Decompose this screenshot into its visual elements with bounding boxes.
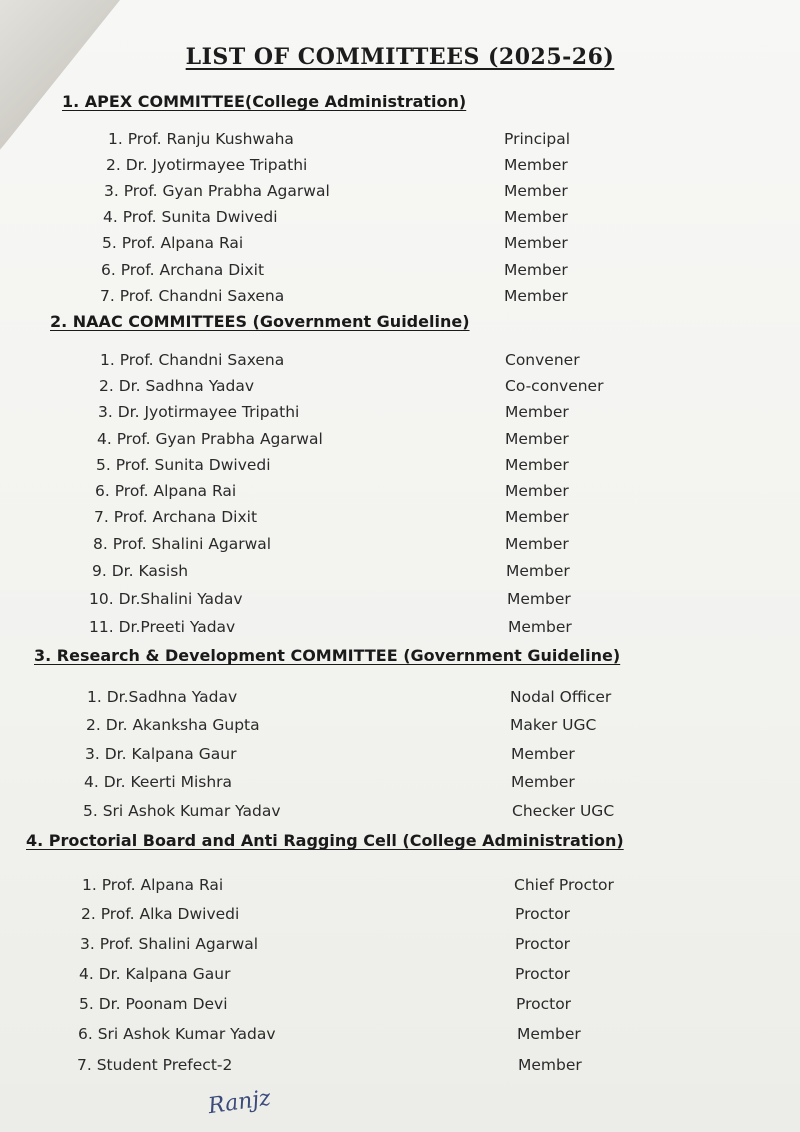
member-name: 1. Prof. Alpana Rai bbox=[82, 876, 224, 894]
member-name: 1. Dr.Sadhna Yadav bbox=[87, 688, 238, 706]
member-role: Member bbox=[505, 403, 569, 421]
member-name: 10. Dr.Shalini Yadav bbox=[89, 590, 243, 608]
member-role: Member bbox=[511, 773, 575, 791]
member-role: Member bbox=[517, 1025, 581, 1043]
member-name: 7. Prof. Archana Dixit bbox=[94, 508, 258, 526]
member-name: 5. Prof. Sunita Dwivedi bbox=[96, 456, 271, 474]
member-role: Maker UGC bbox=[510, 716, 597, 734]
member-name: 4. Prof. Sunita Dwivedi bbox=[103, 208, 278, 226]
member-role: Member bbox=[504, 261, 568, 279]
member-role: Member bbox=[504, 156, 568, 174]
page-fold-corner bbox=[0, 0, 120, 150]
member-role: Member bbox=[506, 562, 570, 580]
member-role: Member bbox=[518, 1056, 582, 1074]
member-role: Proctor bbox=[515, 965, 571, 983]
member-role: Member bbox=[511, 745, 575, 763]
member-name: 9. Dr. Kasish bbox=[92, 562, 189, 580]
member-role: Principal bbox=[504, 130, 571, 148]
section-heading-apex: 1. APEX COMMITTEE(College Administration) bbox=[62, 92, 467, 111]
member-name: 3. Dr. Jyotirmayee Tripathi bbox=[98, 403, 300, 421]
member-role: Member bbox=[508, 618, 572, 636]
member-role: Member bbox=[504, 287, 568, 305]
member-role: Convener bbox=[505, 351, 580, 369]
member-role: Member bbox=[505, 508, 569, 526]
section-heading-proctorial: 4. Proctorial Board and Anti Ragging Cell (College Administration) bbox=[26, 831, 624, 850]
member-name: 4. Prof. Gyan Prabha Agarwal bbox=[97, 430, 323, 448]
member-name: 2. Dr. Jyotirmayee Tripathi bbox=[106, 156, 308, 174]
member-name: 3. Dr. Kalpana Gaur bbox=[85, 745, 237, 763]
member-role: Member bbox=[505, 535, 569, 553]
member-role: Chief Proctor bbox=[514, 876, 614, 894]
member-name: 7. Student Prefect-2 bbox=[77, 1056, 233, 1074]
member-name: 3. Prof. Gyan Prabha Agarwal bbox=[104, 182, 330, 200]
member-role: Member bbox=[504, 208, 568, 226]
member-name: 1. Prof. Chandni Saxena bbox=[100, 351, 285, 369]
section-heading-research: 3. Research & Development COMMITTEE (Government Guideline) bbox=[34, 646, 621, 665]
member-role: Proctor bbox=[515, 905, 571, 923]
member-name: 4. Dr. Keerti Mishra bbox=[84, 773, 233, 791]
member-name: 4. Dr. Kalpana Gaur bbox=[79, 965, 231, 983]
member-name: 7. Prof. Chandni Saxena bbox=[100, 287, 285, 305]
member-name: 6. Prof. Archana Dixit bbox=[101, 261, 265, 279]
document-title: LIST OF COMMITTEES (2025-26) bbox=[185, 44, 615, 70]
member-role: Member bbox=[505, 482, 569, 500]
member-name: 2. Dr. Sadhna Yadav bbox=[99, 377, 255, 395]
member-role: Nodal Officer bbox=[510, 688, 612, 706]
member-name: 11. Dr.Preeti Yadav bbox=[89, 618, 236, 636]
member-role: Member bbox=[505, 430, 569, 448]
member-name: 5. Prof. Alpana Rai bbox=[102, 234, 244, 252]
member-name: 8. Prof. Shalini Agarwal bbox=[93, 535, 272, 553]
member-name: 6. Sri Ashok Kumar Yadav bbox=[78, 1025, 276, 1043]
member-name: 2. Prof. Alka Dwivedi bbox=[81, 905, 240, 923]
member-name: 1. Prof. Ranju Kushwaha bbox=[108, 130, 294, 148]
section-heading-naac: 2. NAAC COMMITTEES (Government Guideline) bbox=[50, 312, 470, 331]
member-role: Co-convener bbox=[505, 377, 604, 395]
member-role: Member bbox=[505, 456, 569, 474]
member-role: Proctor bbox=[516, 995, 572, 1013]
member-role: Member bbox=[504, 234, 568, 252]
member-name: 5. Dr. Poonam Devi bbox=[79, 995, 228, 1013]
member-name: 5. Sri Ashok Kumar Yadav bbox=[83, 802, 281, 820]
member-role: Member bbox=[507, 590, 571, 608]
member-name: 2. Dr. Akanksha Gupta bbox=[86, 716, 260, 734]
member-name: 6. Prof. Alpana Rai bbox=[95, 482, 237, 500]
member-name: 3. Prof. Shalini Agarwal bbox=[80, 935, 259, 953]
handwritten-signature: Ranjz bbox=[206, 1085, 273, 1120]
member-role: Proctor bbox=[515, 935, 571, 953]
member-role: Member bbox=[504, 182, 568, 200]
member-role: Checker UGC bbox=[512, 802, 615, 820]
